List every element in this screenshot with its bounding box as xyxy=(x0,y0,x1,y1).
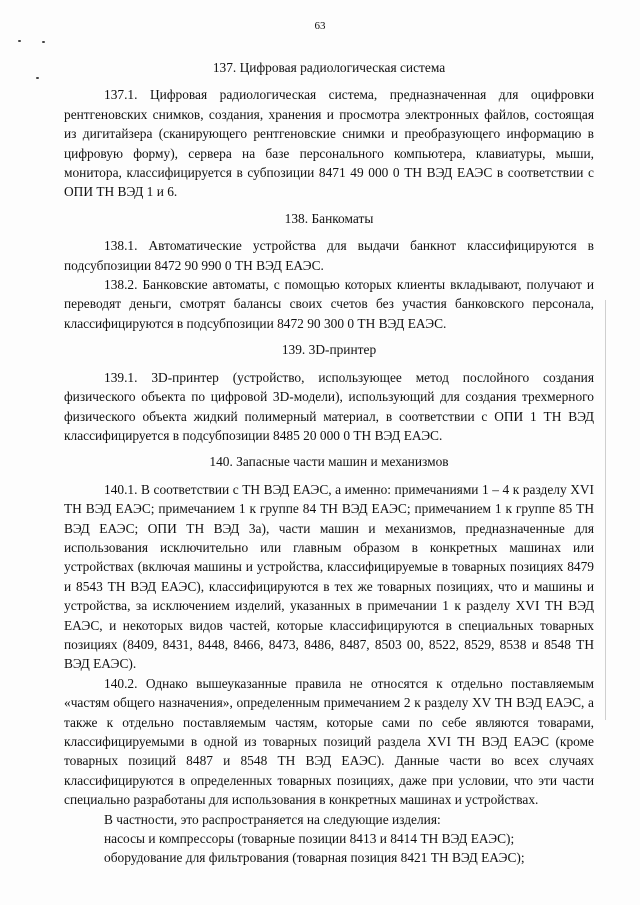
scan-speck xyxy=(18,40,21,42)
paragraph-138-1: 138.1. Автоматические устройства для выдачи банкнот классифицируются в подсубпозиции 8472 90 990 0 ТН ВЭД ЕАЭС. xyxy=(64,238,594,273)
scan-speck xyxy=(36,77,39,79)
paragraph-138-2: 138.2. Банковские автоматы, с помощью которых клиенты вкладывают, получают и переводят деньги, смотрят балансы своих счетов без участия банковского персонала, классифицируются в подсубпозиции 8472 90 300 0 ТН ВЭД ЕАЭС. xyxy=(64,277,594,331)
section-heading-137: 137. Цифровая радиологическая система xyxy=(212,60,446,75)
paragraph-140-1: 140.1. В соответствии с ТН ВЭД ЕАЭС, а именно: примечаниями 1 – 4 к разделу XVI ТН ВЭД ЕАЭС; примечанием 1 к группе 84 ТН ВЭД ЕАЭС; примечанием 1 к группе 85 ТН ВЭД ЕАЭС; ОПИ ТН ВЭД 3а), части машин и механизмов, предназначенные для использования исключительно или главным образом в конкретных машинах или устройствах (включая машины и устройства, классифицируемые в товарных позициях 8479 и 8543 ТН ВЭД ЕАЭС), классифицируются в тех же товарных позициях, что и машины и устройства, за исключением изделий, указанных в примечании 1 к разделу XVI ТН ВЭД ЕАЭС, и некоторых видов частей, которые классифицируются в специальных товарных позициях (8409, 8431, 8448, 8466, 8473, 8486, 8487, 8503 00, 8522, 8529, 8538 и 8548 ТН ВЭД ЕАЭС). xyxy=(64,481,594,672)
page-number: 63 xyxy=(314,20,326,32)
section-heading-140: 140. Запасные части машин и механизмов xyxy=(209,454,449,470)
document-body xyxy=(64,58,594,868)
section-heading-138: 138. Банкоматы xyxy=(284,210,374,226)
scan-edge-line xyxy=(605,300,606,720)
paragraph-140-2: 140.2. Однако вышеуказанные правила не относятся к отдельно поставляемым «частям общего назначения», определенным примечанием 2 к разделу XV ТН ВЭД ЕАЭС, а также к отдельно поставляемым частям, которые сами по себе являются товарами, классифицируемыми в одной из товарных позиций раздела XVI ТН ВЭД ЕАЭС (кроме товарных позиций 8487 и 8548 ТН ВЭД ЕАЭС). Данные части во всех случаях классифицируются в определенных товарных позициях, даже при условии, что эти части специально разработаны для использования в конкретных машинах и устройствах. xyxy=(64,675,594,808)
section-heading-139: 139. 3D-принтер xyxy=(281,342,377,358)
list-item: насосы и компрессоры (товарные позиции 8413 и 8414 ТН ВЭД ЕАЭС); xyxy=(104,831,515,847)
list-item: оборудование для фильтрования (товарная позиция 8421 ТН ВЭД ЕАЭС); xyxy=(104,850,525,866)
list-intro: В частности, это распространяется на следующие изделия: xyxy=(104,811,441,827)
scan-speck xyxy=(42,41,45,43)
paragraph-139-1: 139.1. 3D-принтер (устройство, использующее метод послойного создания физического объекта по цифровой 3D-модели), использующий для создания трехмерного физического объекта жидкий полимерный материал, в соответствии с ОПИ 1 ТН ВЭД классифицируется в подсубпозиции 8485 20 000 0 ТН ВЭД ЕАЭС. xyxy=(64,369,594,443)
paragraph-137-1: 137.1. Цифровая радиологическая система, предназначенная для оцифровки рентгеновских снимков, создания, хранения и просмотра электронных файлов, состоящая из дигитайзера (сканирующего рентгеновские снимки и преобразующего информацию в цифровую форму), сервера на базе персонального компьютера, клавиатуры, мыши, монитора, классифицируется в субпозиции 8471 49 000 0 ТН ВЭД ЕАЭС в соответствии с ОПИ ТН ВЭД 1 и 6. xyxy=(64,87,594,200)
